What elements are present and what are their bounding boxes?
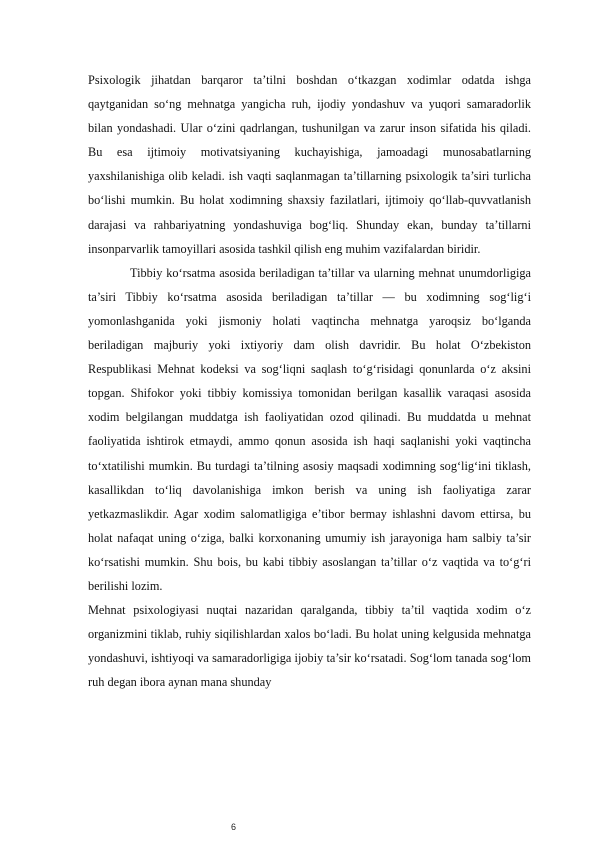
body-text	[88, 68, 531, 694]
paragraph: Psixologik jihatdan barqaror ta’tilni boshdan o‘tkazgan xodimlar odatda ishga qaytganidan so‘ng mehnatga yangicha ruh, ijodiy yondashuv va yuqori samaradorlik bilan yondashadi. Ular o‘zini qadrlangan, tushunilgan va zarur inson sifatida his qiladi. Bu esa ijtimoiy motivatsiyaning kuchayishiga, jamoadagi munosabatlarning yaxshilanishiga olib keladi. ish vaqti saqlanmagan ta’tillarning psixologik ta’siri turlicha bo‘lishi mumkin. Bu holat xodimning shaxsiy fazilatlari, ijtimoiy qo‘llab-quvvatlanish darajasi va rahbariyatning yondashuviga bog‘liq. Shunday ekan, bunday ta’tillarni insonparvarlik tamoyillari asosida tashkil qilish eng muhim vazifalardan biridir.	[88, 73, 531, 256]
paragraph: Tibbiy ko‘rsatma asosida beriladigan ta’tillar va ularning mehnat unumdorligiga ta’siri Tibbiy ko‘rsatma asosida beriladigan ta’tillar — bu xodimning sog‘lig‘i yomonlashganida yoki jismoniy holati vaqtincha mehnatga yaroqsiz bo‘lganda beriladigan majburiy yoki ixtiyoriy dam olish davridir. Bu holat O‘zbekiston Respublikasi Mehnat kodeksi va sog‘liqni saqlash to‘g‘risidagi qonunlarda o‘z aksini topgan. Shifokor yoki tibbiy komissiya tomonidan berilgan kasallik varaqasi asosida xodim belgilangan muddatga ish faoliyatidan ozod qilinadi. Bu muddatda u mehnat faoliyatida ishtirok etmaydi, ammo qonun asosida ish haqi saqlanishi yoki vaqtincha to‘xtatilishi mumkin. Bu turdagi ta’tilning asosiy maqsadi xodimning sog‘lig‘ini tiklash, kasallikdan to‘liq davolanishiga imkon berish va uning ish faoliyatiga zarar yetkazmaslikdir. Agar xodim salomatligiga e’tibor bermay ishlashni davom ettirsa, bu holat nafaqat uning o‘ziga, balki korxonaning umumiy ish jarayoniga ham salbiy ta’sir ko‘rsatishi mumkin. Shu bois, bu kabi tibbiy asoslangan ta’tillar o‘z vaqtida va to‘g‘ri berilishi lozim.	[88, 265, 531, 593]
page-number: 6	[231, 822, 237, 832]
paragraph: Mehnat psixologiyasi nuqtai nazaridan qaralganda, tibbiy ta’til vaqtida xodim o‘z organizmini tiklab, ruhiy siqilishlardan xalos bo‘ladi. Bu holat uning kelgusida mehnatga yondashuvi, ishtiyoqi va samaradorligiga ijobiy ta’sir ko‘rsatadi. Sog‘lom tanada sog‘lom ruh degan ibora aynan mana shunday	[88, 603, 531, 690]
